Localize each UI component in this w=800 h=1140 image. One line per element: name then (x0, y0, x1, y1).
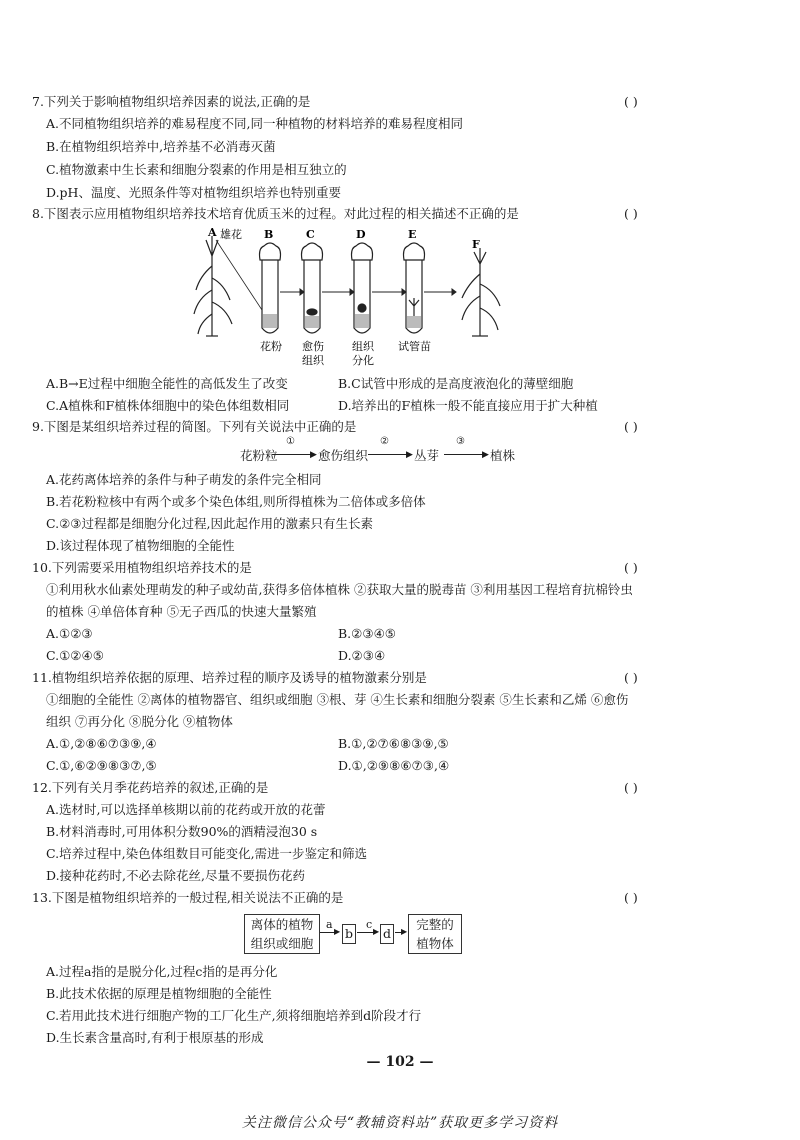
arrowhead-a: ▶ (334, 927, 341, 936)
q9-option-b: B.若花粉粒核中有两个或多个染色体组,则所得植株为二倍体或多倍体 (46, 494, 426, 509)
box-b: b (342, 924, 356, 944)
q12-option-d: D.接种花药时,不必去除花丝,尽量不要损伤花药 (46, 868, 305, 883)
fig-label-c: C (306, 228, 315, 241)
q11-items-line-1: ①细胞的全能性 ②离体的植物器官、组织或细胞 ③根、芽 ④生长素和细胞分裂素 ⑤生长素和乙烯 ⑥愈伤 (46, 692, 629, 707)
q11-option-c: C.①,⑥②⑨⑧③⑦,⑤ (46, 758, 157, 773)
q7-answer-bracket[interactable]: ( ) (624, 94, 638, 109)
q10-stem-line (0, 558, 800, 578)
box-whole-plant-line-1: 完整的 (416, 917, 454, 932)
test-tube-d (352, 243, 373, 333)
q8-answer-bracket[interactable]: ( ) (624, 206, 638, 221)
flow-node-plant: 植株 (490, 448, 516, 463)
q11-option-b: B.①,②⑦⑥⑧③⑨,⑤ (338, 736, 449, 751)
q13-option-b: B.此技术依据的原理是植物细胞的全能性 (46, 986, 272, 1001)
box-isolated-tissue-line-2: 组织或细胞 (250, 936, 314, 951)
test-tube-e (404, 243, 425, 333)
q9-option-c: C.②③过程都是细胞分化过程,因此起作用的激素只有生长素 (46, 516, 373, 531)
q11-stem-line (0, 668, 800, 688)
q8-option-c: C.A植株和F植株体细胞中的染色体组数相同 (46, 398, 290, 413)
q10-items-line-1: ①利用秋水仙素处理萌发的种子或幼苗,获得多倍体植株 ②获取大量的脱毒苗 ③利用基因工程培育抗棉铃虫 (46, 582, 633, 597)
flow-node-callus: 愈伤组织 (318, 448, 369, 463)
q11-option-d: D.①,②⑨⑧⑥⑦③,④ (338, 758, 450, 773)
box-whole-plant-line-2: 植物体 (416, 936, 454, 951)
q13-flow-diagram (0, 912, 800, 956)
arrow-label-a: a (326, 918, 333, 931)
q9-stem: 9.下图是某组织培养过程的简图。下列有关说法中正确的是 (32, 419, 357, 434)
fig-caption-seedling: 试管苗 (398, 340, 431, 353)
q9-option-d: D.该过程体现了植物细胞的全能性 (46, 538, 235, 553)
corn-plant-a (194, 236, 232, 336)
fig-caption-callus-2: 组织 (302, 354, 324, 367)
arrowhead-c: ▶ (373, 927, 380, 936)
fig-caption-diff-1: 组织 (352, 340, 374, 353)
q9-flow-diagram (0, 438, 800, 468)
q7-option-d: D.pH、温度、光照条件等对植物组织培养也特别重要 (46, 185, 341, 200)
q7-option-a: A.不同植物组织培养的难易程度不同,同一种植物的材料培养的难易程度相同 (46, 116, 463, 131)
corn-plant-f (462, 248, 500, 336)
flow-arrow-1 (272, 444, 312, 455)
q12-option-a: A.选材时,可以选择单核期以前的花药或开放的花蕾 (46, 802, 326, 817)
flow-arrowhead-1: ▶ (310, 450, 317, 460)
q7-stem-line (0, 92, 800, 112)
q8-option-b: B.C试管中形成的是高度液泡化的薄壁细胞 (338, 376, 574, 391)
box-whole-plant (408, 914, 462, 954)
flow-arrowhead-3: ▶ (482, 450, 489, 460)
q8-option-d: D.培养出的F植株一般不能直接应用于扩大种植 (338, 398, 598, 413)
fig-label-d: D (356, 228, 366, 241)
flow-step-3: ③ (456, 436, 465, 447)
flow-arrow-2 (368, 444, 408, 455)
q12-answer-bracket[interactable]: ( ) (624, 780, 638, 795)
box-isolated-tissue (244, 914, 320, 954)
flow-step-2: ② (380, 436, 389, 447)
q10-option-c: C.①②④⑤ (46, 648, 104, 663)
q10-option-b: B.②③④⑤ (338, 626, 396, 641)
q10-items-line-2: 的植株 ④单倍体育种 ⑤无子西瓜的快速大量繁殖 (46, 604, 317, 619)
q8-stem: 8.下图表示应用植物组织培养技术培育优质玉米的过程。对此过程的相关描述不正确的是 (32, 206, 519, 221)
test-tube-b (260, 243, 281, 333)
flow-node-shoots: 丛芽 (414, 448, 440, 463)
q9-answer-bracket[interactable]: ( ) (624, 419, 638, 434)
arrowhead-final: ▶ (401, 927, 408, 936)
q13-stem-line (0, 888, 800, 908)
flow-node-pollen: 花粉粒 (240, 448, 278, 463)
flow-step-1: ① (286, 436, 295, 447)
q13-option-d: D.生长素含量高时,有利于根原基的形成 (46, 1030, 264, 1045)
fig-label-f: F (472, 238, 480, 251)
q10-stem: 10.下列需要采用植物组织培养技术的是 (32, 560, 252, 575)
q13-option-a: A.过程a指的是脱分化,过程c指的是再分化 (46, 964, 278, 979)
q8-option-a: A.B→E过程中细胞全能性的高低发生了改变 (46, 376, 288, 391)
q7-stem: 7.下列关于影响植物组织培养因素的说法,正确的是 (32, 94, 311, 109)
q13-answer-bracket[interactable]: ( ) (624, 890, 638, 905)
q10-option-d: D.②③④ (338, 648, 386, 663)
q11-answer-bracket[interactable]: ( ) (624, 670, 638, 685)
q10-answer-bracket[interactable]: ( ) (624, 560, 638, 575)
arrow-label-c: c (366, 918, 373, 931)
fig-label-male-flower: 雄花 (220, 228, 242, 241)
q13-option-c: C.若用此技术进行细胞产物的工厂化生产,须将细胞培养到d阶段才行 (46, 1008, 422, 1023)
fig-caption-diff-2: 分化 (352, 354, 374, 367)
fig-label-e: E (408, 228, 417, 241)
page-number: — 102 — (366, 1054, 434, 1070)
q12-stem-line (0, 778, 800, 798)
q12-stem: 12.下列有关月季花药培养的叙述,正确的是 (32, 780, 269, 795)
q8-stem-line (0, 204, 800, 224)
q8-figure-corn-culture (190, 226, 520, 372)
test-tube-c (302, 243, 323, 333)
fig-caption-pollen: 花粉 (260, 340, 282, 353)
q7-option-b: B.在植物组织培养中,培养基不必消毒灭菌 (46, 139, 276, 154)
fig-label-b: B (264, 228, 274, 241)
q7-option-c: C.植物激素中生长素和细胞分裂素的作用是相互独立的 (46, 162, 347, 177)
q9-stem-line (0, 417, 800, 437)
q10-option-a: A.①②③ (46, 626, 93, 641)
q11-stem: 11.植物组织培养依据的原理、培养过程的顺序及诱导的植物激素分别是 (32, 670, 427, 685)
footer-watermark: 关注微信公众号“教辅资料站”获取更多学习资料 (241, 1115, 559, 1131)
fig-label-a: A (208, 226, 217, 239)
box-isolated-tissue-line-1: 离体的植物 (250, 917, 314, 932)
q12-option-c: C.培养过程中,染色体组数目可能变化,需进一步鉴定和筛选 (46, 846, 368, 861)
q9-option-a: A.花药离体培养的条件与种子萌发的条件完全相同 (46, 472, 322, 487)
q13-stem: 13.下图是植物组织培养的一般过程,相关说法不正确的是 (32, 890, 344, 905)
q11-items-line-2: 组织 ⑦再分化 ⑧脱分化 ⑨植物体 (46, 714, 233, 729)
q11-option-a: A.①,②⑧⑥⑦③⑨,④ (46, 736, 157, 751)
flow-arrowhead-2: ▶ (406, 450, 413, 460)
box-d: d (380, 924, 394, 944)
q12-option-b: B.材料消毒时,可用体积分数90%的酒精浸泡30 s (46, 824, 318, 839)
flow-arrow-3 (444, 444, 484, 455)
fig-caption-callus-1: 愈伤 (302, 340, 324, 353)
